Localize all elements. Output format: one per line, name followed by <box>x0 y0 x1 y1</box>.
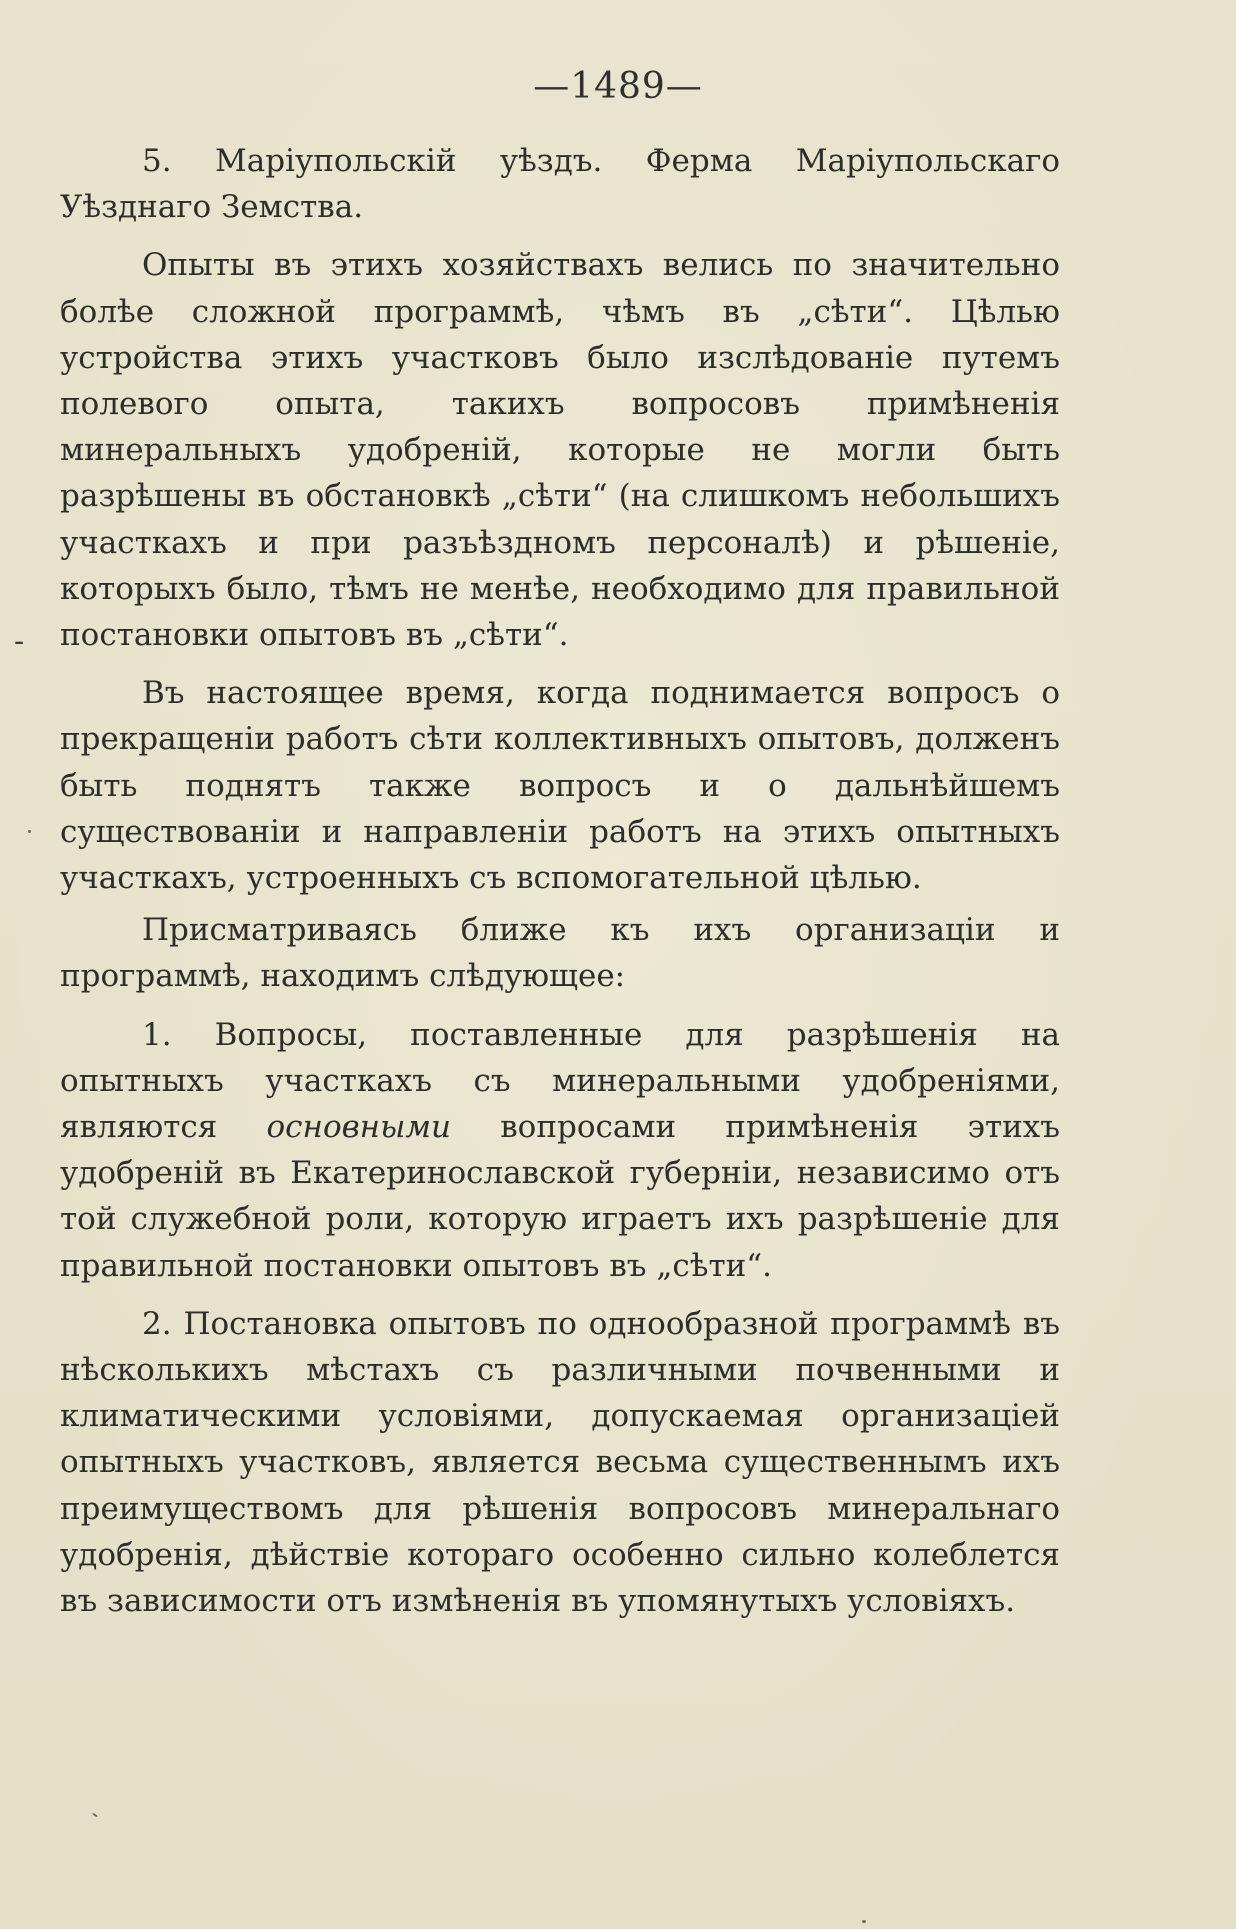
paragraph-current-time: Въ настоящее время, когда поднимается вопросъ о прекращеніи работъ сѣти коллективныхъ опытовъ, долженъ быть поднятъ также вопросъ и о дальнѣйшемъ существованіи и направленіи работъ на этихъ опытныхъ участкахъ, устроенныхъ съ вспомогательной цѣлью. <box>60 675 1060 897</box>
point-1-text-start: 1. Вопросы, поставленные для разрѣшенія на опытныхъ участкахъ съ минеральными удобреніями, являются <box>60 1016 1060 1146</box>
paragraph-point-2: 2. Постановка опытовъ по однообразной программѣ въ нѣсколькихъ мѣстахъ съ различными почвенными и климатическими условіями, допускаемая организаціей опытныхъ участковъ, является весьма существеннымъ ихъ преимуществомъ для рѣшенія вопросовъ минеральнаго удобренія, дѣйствіе котораго особенно сильно колеблется въ зависимости отъ измѣненія въ упомянутыхъ условіяхъ. <box>60 1305 1060 1620</box>
point-1-emphasis: основными <box>266 1109 452 1146</box>
paper-speck <box>862 1920 866 1923</box>
paper-speck <box>28 830 31 833</box>
body-text <box>60 138 1060 1624</box>
page-number: —1489— <box>533 66 703 107</box>
margin-mark: - <box>14 624 25 659</box>
paper-speck <box>92 1812 98 1817</box>
paragraph-farm-heading: 5. Маріупольскій уѣздъ. Ферма Маріупольскаго Уѣзднаго Земства. <box>60 143 1060 226</box>
paragraph-point-1 <box>60 1012 1060 1289</box>
point-1-text-end: вопросами примѣненія этихъ удобреній въ Екатеринославской губерніи, независимо отъ той служебной роли, которую играетъ ихъ разрѣшеніе для правильной постановки опытовъ въ „сѣти“. <box>60 1109 1060 1284</box>
paragraph-closer-look: Присматриваясь ближе къ ихъ организаціи и программѣ, находимъ слѣдующее: <box>60 912 1060 995</box>
paragraph-experiments: Опыты въ этихъ хозяйствахъ велись по значительно болѣе сложной программѣ, чѣмъ въ „сѣти“. Цѣлью устройства этихъ участковъ было изслѣдованіе путемъ полевого опыта, такихъ вопросовъ примѣненія минеральныхъ удобреній, которые не могли быть разрѣшены въ обстановкѣ „сѣти“ (на слишкомъ небольшихъ участкахъ и при разъѣздномъ персоналѣ) и рѣшеніе, которыхъ было, тѣмъ не менѣе, необходимо для правильной постановки опытовъ въ „сѣти“. <box>60 247 1060 654</box>
